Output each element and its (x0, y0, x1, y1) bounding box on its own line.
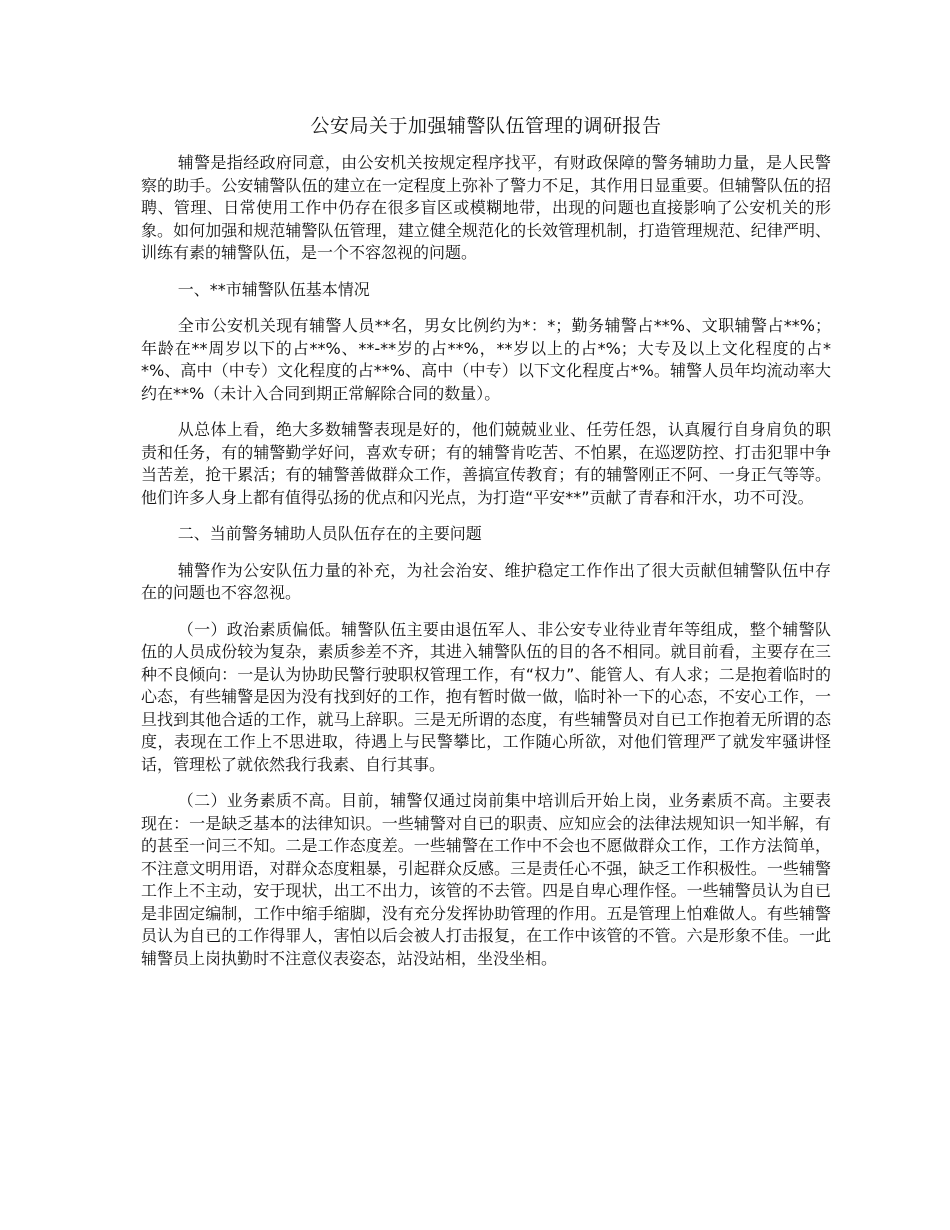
paragraph-overall: 从总体上看，绝大多数辅警表现是好的，他们兢兢业业、任劳任怨，认真履行自身肩负的职责和任务，有的辅警勤学好问，喜欢专研；有的辅警肯吃苦、不怕累，在巡逻防控、打击犯罪中争当苦差，抢干累活；有的辅警善做群众工作，善搞宣传教育；有的辅警刚正不阿、一身正气等等。他们许多人身上都有值得弘扬的优点和闪光点，为打造“平安**”贡献了青春和汗水，功不可没。 (141, 420, 831, 507)
paragraph-statistics: 全市公安机关现有辅警人员**名，男女比例约为*：*；勤务辅警占**%、文职辅警占**%；年龄在**周岁以下的占**%、**-**岁的占**%，**岁以上的占*%；大专及以上文化程度的占**%、高中（中专）文化程度的占**%、高中（中专）以下文化程度占*%。辅警人员年均流动率大约在**%（未计入合同到期正常解除合同的数量）。 (141, 316, 831, 403)
document-title: 公安局关于加强辅警队伍管理的调研报告 (310, 115, 662, 137)
paragraph-business-quality: （二）业务素质不高。目前，辅警仅通过岗前集中培训后开始上岗，业务素质不高。主要表现在：一是缺乏基本的法律知识。一些辅警对自已的职责、应知应会的法律法规知识一知半解，有的甚至一问三不知。二是工作态度差。一些辅警在工作中不会也不愿做群众工作，工作方法简单，不注意文明用语，对群众态度粗暴，引起群众反感。三是责任心不强，缺乏工作积极性。一些辅警工作上不主动，安于现状，出工不出力，该管的不去管。四是自卑心理作怪。一些辅警员认为自已是非固定编制，工作中缩手缩脚，没有充分发挥协助管理的作用。五是管理上怕难做人。有些辅警员认为自已的工作得罪人，害怕以后会被人打击报复，在工作中该管的不管。六是形象不佳。一此辅警员上岗执勤时不注意仪表姿态，站没站相，坐没坐相。 (141, 791, 831, 968)
paragraph-problems-intro: 辅警作为公安队伍力量的补充，为社会治安、维护稳定工作作出了很大贡献但辅警队伍中存在的问题也不容忽视。 (141, 560, 831, 602)
paragraph-political-quality: （一）政治素质偏低。辅警队伍主要由退伍军人、非公安专业待业青年等组成，整个辅警队伍的人员成份较为复杂，素质参差不齐，其进入辅警队伍的目的各不相同。就目前看，主要存在三种不良倾向：一是认为协助民警行驶职权管理工作，有“权力”、能管人、有人求；二是抱着临时的心态，有些辅警是因为没有找到好的工作，抱有暂时做一做，临时补一下的心态，不安心工作，一旦找到其他合适的工作，就马上辞职。三是无所谓的态度，有些辅警员对自已工作抱着无所谓的态度，表现在工作上不思进取，待遇上与民警攀比，工作随心所欲，对他们管理严了就发牢骚讲怪话，管理松了就依然我行我素、自行其事。 (141, 619, 831, 774)
document-page (141, 112, 831, 984)
paragraph-intro: 辅警是指经政府同意，由公安机关按规定程序找平，有财政保障的警务辅助力量，是人民警察的助手。公安辅警队伍的建立在一定程度上弥补了警力不足，其作用日显重要。但辅警队伍的招聘、管理、日常使用工作中仍存在很多盲区或模糊地带，出现的问题也直接影响了公安机关的形象。如何加强和规范辅警队伍管理，建立健全规范化的长效管理机制，打造管理规范、纪律严明、训练有素的辅警队伍，是一个不容忽视的问题。 (141, 153, 831, 262)
section-heading-2: 二、当前警务辅助人员队伍存在的主要问题 (177, 524, 482, 543)
section-heading-1: 一、**市辅警队伍基本情况 (177, 279, 370, 299)
